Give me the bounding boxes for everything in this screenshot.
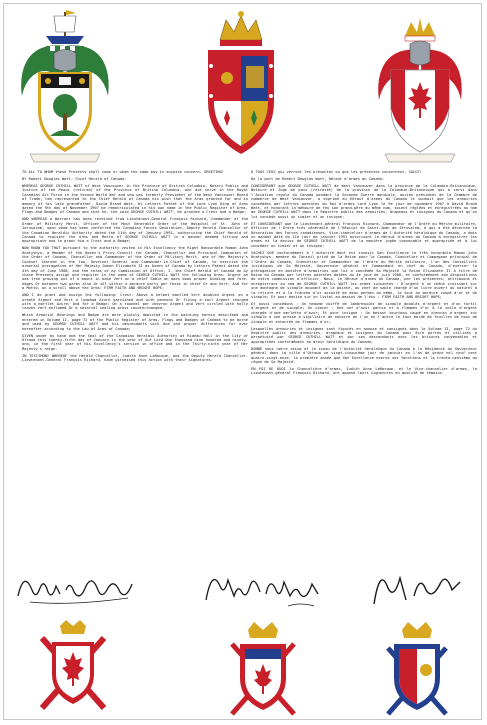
french-paragraph-mandat: ET CONSIDÉRANT que le Lieutenant-général François Richard, Commandeur de l'Ordre du Mérite militaire, Officier de l'Ordre très vénérable de l'Hôpital de Saint-Jean de Jérusalem, à qui a été décernée la Décoration des Forces canadiennes, Vice-chancelier d'armes de l'Autorité héraldique du Canada, a émis un mandat daté du 11e jour de janvier 1991 autorisant le Héraut d'armes du Canada à enregistrer les armes et la devise de GEORGE CUTHILL WATT de la manière jugée convenable et appropriée et à lui concéder un cimier et un insigne; [251, 221, 477, 248]
deputy-herald-signature [354, 560, 487, 615]
french-text-column [251, 170, 477, 378]
english-paragraph-testimony: IN TESTIMONY WHEREOF the Herald Chancellor, Judith Anne LaRocque, and the Deputy Herald Chancellor, Lieutenant-General François Richard, have witnessed this action with their signatures. [22, 353, 248, 363]
english-paragraph-crest-badge: AND I do grant and assign the following: Crest: Above a helmet mantled Vert doubled Argent on a wreath Argent and Vert a lymphad Azure garnished and with pennons Or flying a sail Argent charged with a mortlet Azure; And for a Badge: On a roundel per chevron Argent and Vert circled with holly leaves Vert enflamed Or a notarial sealing press counterchanged; [22, 293, 248, 311]
canadian-heraldic-authority-crest-icon [186, 6, 296, 166]
english-paragraph-register: Which Armorial Bearings and Badge are more plainly depicted in the painting herein described and entered in Volume II, page 72 of the Public Register of Arms, Flags and Badges of Canada to be borne and used by GEORGE CUTHILL WATT and his descendants with due and proper differences for ever hereafter according to the Law of Arms of Canada; [22, 313, 248, 331]
english-paragraph-warrant: AND WHEREAS a Warrant has been received from Lieutenant-General François Richard, Commander of the Order of Military Merit, Officer of the Most Venerable Order of the Hospital of St. John of Jerusalem, upon whom has been conferred the Canadian Forces Decoration, Deputy Herald Chancellor of the Canadian Heraldic Authority dated the 11th day of January 1991, authorizing the Chief Herald of Canada to register the Arms and Motto of GEORGE CUTHILL WATT in a manner deemed fitting and appropriate and to grant him a Crest and a Badge; [22, 217, 248, 244]
english-paragraph-whereas: WHEREAS GEORGE CUTHILL WATT of West Vancouver in the Province of British Columbia, Notary Public and Justice of the Peace (retired) of the Province of British Columbia, who did serve in the Royal Canadian Air Force in the Second World War and who was formerly President of the West Vancouver Board of Trade, has represented to the Chief Herald of Canada his wish that the Arms granted for and in memory of his late grandfather, David Brand Watt, by Letters Patent of the Lord Lyon King of Arms dated the 9th day of November 1907 be rematriculated in his own name in the Public Register of Arms, Flags and Badges of Canada and that he, the said GEORGE CUTHILL WATT, be granted a Crest and a Badge; [22, 184, 248, 215]
signature-area [0, 560, 487, 720]
english-paragraph-given: GIVEN under my hand and the Seal of the Canadian Heraldic Authority at Rideau Hall in the City of Ottawa this twenty-fifth day of January in the year of Our Lord One thousand nine hundred and ninety-one, in the first year of His Excellency's service in office and in the Thirty-ninth year of Her Majesty's reign. [22, 333, 248, 351]
french-paragraph-sachez: SACHEZ QUE conformément à l'autorité dont est investi Son Excellence le très honorable Ramon John Hnatyshyn, membre du Conseil privé de la Reine pour le Canada, Chancelier et Compagnon principal de l'Ordre du Canada, Chancelier et Commandeur de l'Ordre du Mérite militaire, l'un des Conseillers juridiques de Sa Majesté, Gouverneur général et Commandant en chef du Canada, d'exercer la prérogative en matière d'armoiries que lui a concédée Sa Majesté la Reine Elizabeth II à titre de Reine du Canada par lettres patentes datées du 4e jour de juin 1988, et conformément aux dispositions de notre commission d'officier, Nous, le Héraut d'armes du Canada, par les présentes, attribuons et enregistrons au nom de GEORGE CUTHILL WATT les armes suivantes : D'argent à un chêne croissant sur une montagne de sinople mouvant de la pointe, au chef de sable chargé d'un livre ouvert au naturel à la reliure et à la tranche d'or accosté de deux gerbes du même, le tout au bordure coupé d'or et de sinople; Et pour devise sur un listel au-dessus de l'écu : FIRM FAITH AND BRIGHT HOPE; [251, 250, 477, 299]
french-byline: De la part de Robert Douglas Watt, Héraut d'armes du Canada: [251, 177, 385, 181]
english-greeting: TO ALL TO WHOM these Presents shall come or whom the same may in anywise concern, GREETING! [22, 170, 225, 174]
chief-herald-badge-icon [224, 618, 302, 718]
herald-chancellor-signature [10, 560, 150, 615]
deputy-herald-signature-block [354, 560, 487, 720]
herald-chancellor-badge-icon [34, 618, 112, 718]
french-greeting: À TOUS CEUX qui verront les présentes ou que les présentes concernent, SALUT! [251, 170, 422, 174]
english-text-column [22, 170, 248, 365]
french-paragraph-registre: Lesquelles armoiries et insignes sont figurés en annexe et consignés dans le Volume II, page 72 du Registre public des armoiries, drapeaux et insignes du Canada pour être portés et utilisés à perpétuité par GEORGE CUTHILL WATT et par ses descendants avec les brisures convenables et appropriées conformément au droit héraldique du Canada; [251, 326, 477, 344]
french-paragraph-cimier: Et aussi concédons : Un heaume coiffé de lambrequins de sinople doublés d'argent et d'un tortil d'argent et de sinople; Un cimier : Une nef d'azur garnie et à flammes d'or à la voile d'argent chargée d'une merlette d'azur; Et pour insigne : Un besant tourteau coupé en chevron d'argent sur sinople à une presse à sigillaire de notaire de l'un en l'autre le tout bordé de feuilles de houx de sinople et entourée de flammes d'or; [251, 301, 477, 324]
deputy-herald-crest-icon [365, 6, 475, 166]
herald-chancellor-signature-block [10, 560, 150, 720]
chief-herald-signature-block [200, 560, 340, 720]
english-byline: BY Robert Douglas Watt, Chief Herald of Canada: [22, 177, 127, 181]
english-paragraph-grant-arms: NOW KNOW YOU THAT pursuant to the authority vested in His Excellency the Right Honourable Ramon John Hnatyshyn, a Member of the Queen's Privy Council for Canada, Chancellor and Principal Companion of the Order of Canada, Chancellor and Commander of the Order of Military Merit, one of Her Majesty's Counsel learned in the law, Governor General and Commander-in-Chief of Canada, to exercise the armorial prerogative of Her Majesty Queen Elizabeth II as Queen of Canada by Letters Patent dated the 4th day of June 1988, and the terms of my Commission of Office, I, the Chief Herald of Canada do by these Presents assign and register in the name of GEORGE CUTHILL WATT the following Arms: Argent an oak tree growing out of a mount in base Vert on a chief Sable an open book proper binding and fore-edges Or between two garbs also Or all within a bordure party per fesse in chief Or and Vert; And for a Motto, on a scroll above the Arms: FIRM FAITH AND BRIGHT HOPE; [22, 246, 248, 291]
french-paragraph-considerant: CONSIDÉRANT que GEORGE CUTHILL WATT de West Vancouver dans la province de la Colombie-Britannique, Notaire et Juge de paix (retraité) de la province de la Colombie-Britannique qui a servi dans l'Aviation royale du Canada pendant la Seconde Guerre mondiale, ancien président de la Chambre de commerce de West Vancouver, a exprimé au Héraut d'armes du Canada le souhait que les armoiries concédées par lettres patentes du Roi d'armes Lord Lyon le 9e jour de novembre 1907 à David Brand Watt, et honorant la mémoire de feu son grand-père du même nom, soient réglées et enregistrées au nom de GEORGE CUTHILL WATT dans le Registre public des armoiries, drapeaux et insignes du Canada et qu'on lui concède aussi un cimier et un insigne; [251, 184, 477, 219]
chief-herald-signature [200, 560, 340, 615]
french-paragraph-en-foi: EN FOI DE QUOI la Chancelière d'armes, Judith Anne LaRocque, et le Vice-chancelier d'armes, le Lieutenant-général François Richard, ont apposé leurs signatures en qualité de témoins. [251, 367, 477, 376]
french-paragraph-donne: DONNÉ sous notre seing et le sceau de l'Autorité héraldique du Canada à la Résidence du Gouverneur général dans la ville d'Ottawa ce vingt-cinquième jour de janvier en l'an de grâce mil neuf cent quatre-vingt-onze, la première année que Son Excellence exerce ses fonctions et la trente-neuvième du règne de Sa Majesté. [251, 346, 477, 364]
watt-arms-crest-icon [10, 6, 120, 166]
deputy-herald-badge-icon [378, 618, 456, 718]
